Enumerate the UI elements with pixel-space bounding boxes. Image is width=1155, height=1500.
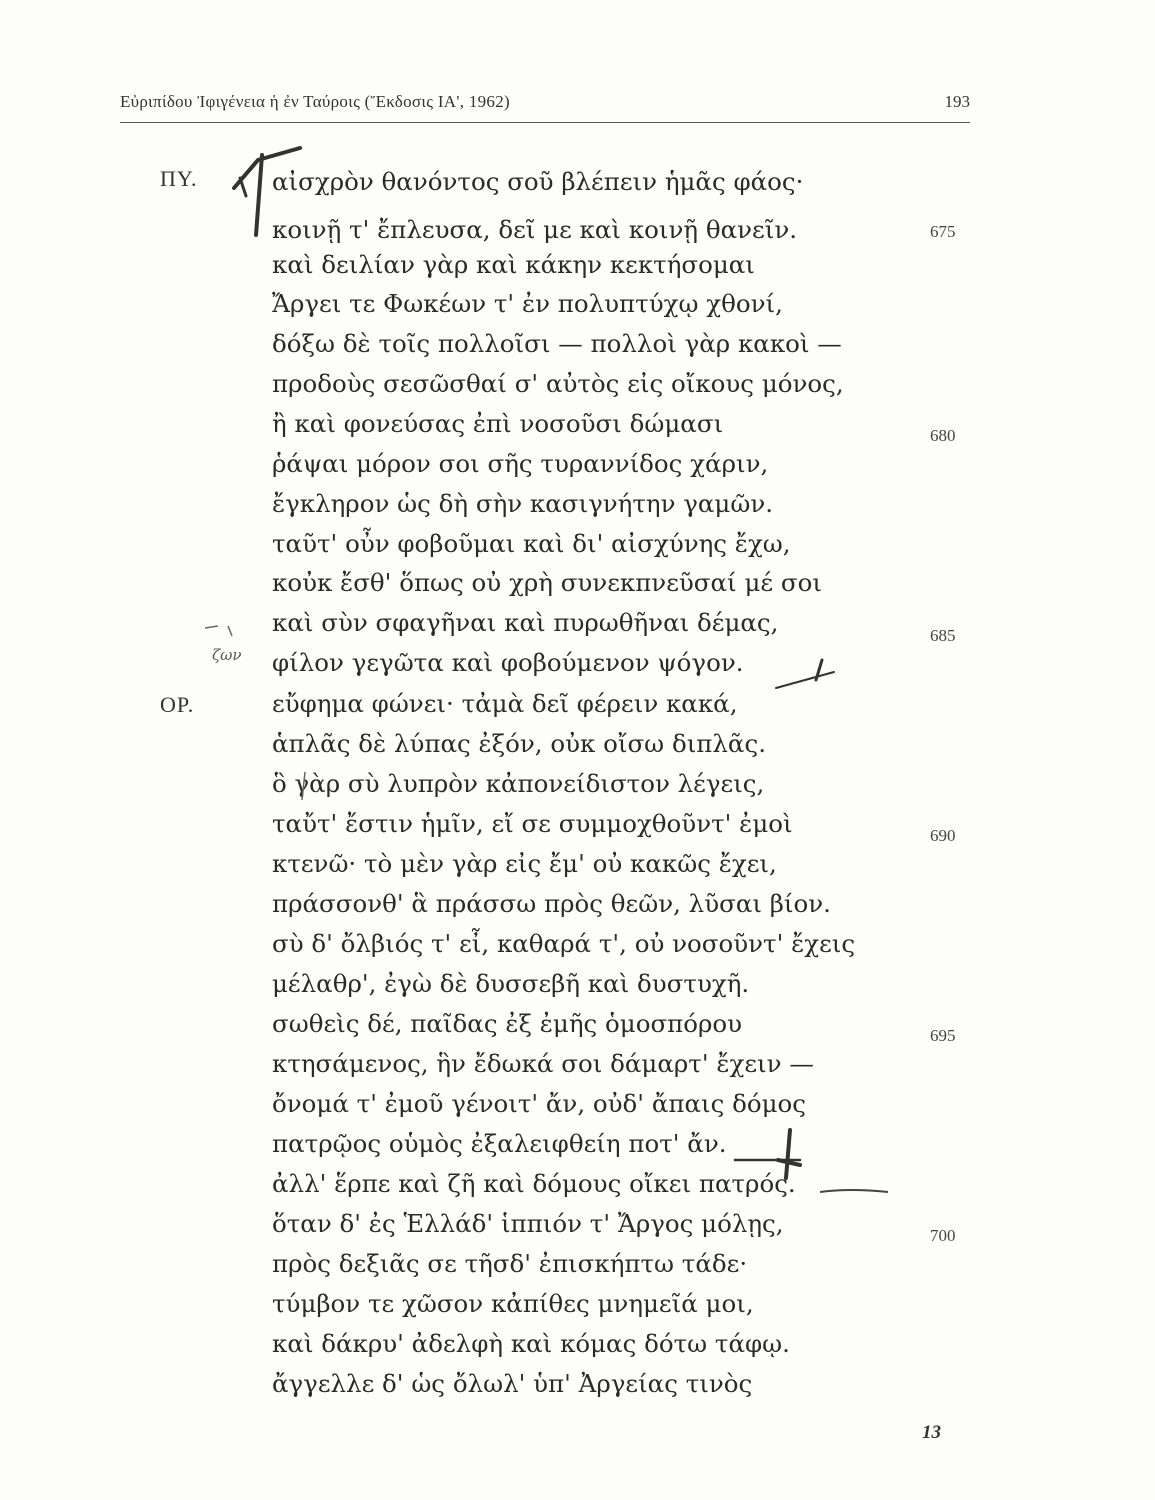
verse-line: Ἄργει τε Φωκέων τ' ἐν πολυπτύχῳ χθονί, — [272, 289, 783, 318]
speaker-or: ΟΡ. — [160, 692, 195, 717]
verse-line: ὄνομά τ' ἐμοῦ γένοιτ' ἄν, οὐδ' ἄπαις δόμος — [272, 1089, 807, 1118]
verse-line: ὅταν δ' ἐς Ἑλλάδ' ἱππιόν τ' Ἄργος μόλῃς, — [272, 1209, 784, 1238]
line-number: 695 — [930, 1026, 956, 1045]
verse-line: κτενῶ· τὸ μὲν γὰρ εἰς ἔμ' οὐ κακῶς ἔχει, — [272, 849, 777, 878]
verse-line: ἀλλ' ἕρπε καὶ ζῆ καὶ δόμους οἴκει πατρός. — [272, 1169, 796, 1198]
verse-line: ἢ καὶ φονεύσας ἐπὶ νοσοῦσι δώμασι — [272, 409, 724, 438]
verse-line: σωθεὶς δέ, παῖδας ἐξ ἐμῆς ὁμοσπόρου — [272, 1009, 743, 1038]
running-header — [120, 92, 970, 123]
header-title: Εὐριπίδου Ἰφιγένεια ἡ ἐν Ταύροις (Ἔκδοσις ΙΑ', 1962) — [120, 92, 510, 111]
verse-line: ἄγγελλε δ' ὡς ὄλωλ' ὑπ' Ἀργείας τινὸς — [272, 1369, 753, 1398]
verse-line: εὔφημα φώνει· τἀμὰ δεῖ φέρειν κακά, — [272, 689, 738, 718]
line-number: 700 — [930, 1226, 956, 1245]
verse-line: καὶ δειλίαν γὰρ καὶ κάκην κεκτήσομαι — [272, 250, 755, 279]
speaker-py: ΠΥ. — [160, 166, 198, 191]
line-number: 690 — [930, 826, 956, 845]
verse-line: ἁπλᾶς δὲ λύπας ἐξόν, οὐκ οἴσω διπλᾶς. — [272, 729, 766, 758]
verse-line: φίλον γεγῶτα καὶ φοβούμενον ψόγον. — [272, 648, 744, 677]
verse-line: κτησάμενος, ἣν ἔδωκά σοι δάμαρτ' ἔχειν — — [272, 1049, 814, 1078]
verse-line: μέλαθρ', ἐγὼ δὲ δυσσεβῆ καὶ δυστυχῆ. — [272, 969, 750, 998]
verse-line: πρὸς δεξιᾶς σε τῆσδ' ἐπισκήπτω τάδε· — [272, 1249, 748, 1278]
signature-mark: 13 — [922, 1422, 941, 1443]
verse-line: δόξω δὲ τοῖς πολλοῖσι — πολλοὶ γὰρ κακοὶ — — [272, 329, 842, 358]
verse-line: ὃ γὰρ σὺ λυπρὸν κἀπονείδιστον λέγεις, — [272, 769, 765, 798]
page-number: 193 — [944, 92, 970, 111]
verse-line: ῥάψαι μόρον σοι σῆς τυραννίδος χάριν, — [272, 449, 769, 478]
verse-line: σὺ δ' ὄλβιός τ' εἶ, καθαρά τ', οὐ νοσοῦντ' ἔχεις — [272, 929, 856, 958]
line-number: 680 — [930, 426, 956, 445]
verse-line: προδοὺς σεσῶσθαί σ' αὐτὸς εἰς οἴκους μόνος, — [272, 369, 844, 398]
margin-tick-icon — [205, 626, 232, 636]
verse-line: ἔγκληρον ὡς δὴ σὴν κασιγνήτην γαμῶν. — [272, 489, 774, 518]
underline-mark — [820, 1190, 888, 1192]
verse-line: πατρῷος οὑμὸς ἐξαλειφθείη ποτ' ἄν. — [272, 1129, 727, 1158]
verse-line: ταῦτ' οὖν φοβοῦμαι καὶ δι' αἰσχύνης ἔχω, — [272, 529, 791, 558]
verse-line: πράσσονθ' ἃ πράσσω πρὸς θεῶν, λῦσαι βίον. — [272, 889, 831, 918]
verse-line: αἰσχρὸν θανόντος σοῦ βλέπειν ἡμᾶς φάος· — [272, 167, 804, 196]
line-number: 685 — [930, 626, 956, 645]
verse-line: κοὐκ ἔσθ' ὅπως οὐ χρὴ συνεκπνεῦσαί μέ σοι — [272, 568, 822, 597]
verse-line: κοινῇ τ' ἔπλευσα, δεῖ με καὶ κοινῇ θανεῖν. — [272, 215, 798, 244]
verse-line: καὶ σὺν σφαγῆναι καὶ πυρωθῆναι δέμας, — [272, 608, 779, 637]
line-number: 675 — [930, 222, 956, 241]
verse-line: ταὔτ' ἔστιν ἡμῖν, εἴ σε συμμοχθοῦντ' ἐμοὶ — [272, 809, 793, 838]
verse-line: τύμβον τε χῶσον κἀπίθες μνημεῖά μοι, — [272, 1289, 754, 1318]
verse-line: καὶ δάκρυ' ἀδελφὴ καὶ κόμας δότω τάφῳ. — [272, 1329, 790, 1358]
insertion-mark-icon — [776, 660, 834, 688]
handwritten-margin-note: ζων — [212, 646, 242, 664]
